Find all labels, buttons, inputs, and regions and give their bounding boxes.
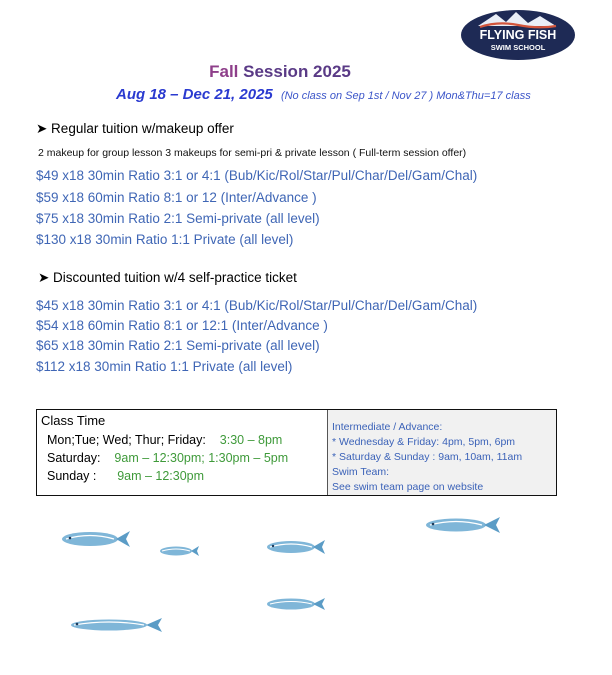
class-time-panel — [37, 410, 328, 495]
discount-heading: ➤ Discounted tuition w/4 self-practice ticket — [38, 270, 297, 285]
fish-icon — [56, 527, 132, 551]
regular-subtext: 2 makeup for group lesson 3 makeups for semi-pri & private lesson ( Full-term session offer) — [38, 147, 467, 159]
dates-note: (No class on Sep 1st / Nov 27 ) Mon&Thu=17 class — [280, 90, 531, 102]
discount-item: $65 x18 30min Ratio 2:1 Semi-private (all level) — [36, 338, 320, 353]
advanced-line: Swim Team: — [332, 466, 389, 478]
regular-item: $75 x18 30min Ratio 2:1 Semi-private (all level) — [36, 211, 320, 226]
class-day: Saturday: — [47, 451, 101, 465]
advanced-line: * Wednesday & Friday: 4pm, 5pm, 6pm — [332, 436, 516, 448]
class-time-title: Class Time — [41, 413, 106, 428]
discount-item: $54 x18 60min Ratio 8:1 or 12:1 (Inter/Advance ) — [36, 318, 328, 333]
logo-line1: FLYING FISH — [479, 28, 557, 42]
regular-item: $49 x18 30min Ratio 3:1 or 4:1 (Bub/Kic/Rol/Star/Pul/Char/Del/Gam/Chal) — [36, 168, 478, 183]
regular-heading: ➤ Regular tuition w/makeup offer — [36, 121, 234, 136]
class-time-value: 9am – 12:30pm; 1:30pm – 5pm — [114, 451, 289, 465]
class-time-value: 3:30 – 8pm — [219, 433, 283, 447]
fish-icon — [156, 544, 200, 558]
fish-icon — [64, 615, 164, 635]
fish-icon — [420, 514, 502, 536]
discount-item: $112 x18 30min Ratio 1:1 Private (all level) — [36, 359, 293, 374]
class-day: Sunday : — [47, 469, 97, 483]
schedule-box — [36, 409, 557, 496]
regular-item: $130 x18 30min Ratio 1:1 Private (all level) — [36, 232, 294, 247]
regular-item: $59 x18 60min Ratio 8:1 or 12 (Inter/Advance ) — [36, 190, 317, 205]
class-time-row — [41, 449, 327, 467]
title-rest: Session 2025 — [238, 62, 351, 81]
class-time-value: 9am – 12:30pm — [117, 469, 205, 483]
page-title — [0, 62, 560, 82]
title-season: Fall — [209, 62, 239, 81]
fish-icon — [262, 537, 326, 557]
logo-line2: SWIM SCHOOL — [490, 43, 546, 52]
discount-item: $45 x18 30min Ratio 3:1 or 4:1 (Bub/Kic/Rol/Star/Pul/Char/Del/Gam/Chal) — [36, 298, 478, 313]
advanced-line: Intermediate / Advance: — [332, 421, 443, 433]
class-time-row — [41, 467, 327, 485]
dates-text: Aug 18 – Dec 21, 2025 — [116, 86, 273, 103]
class-time-row — [41, 431, 327, 449]
class-day: Mon;Tue; Wed; Thur; Friday: — [47, 433, 206, 447]
advanced-line: * Saturday & Sunday : 9am, 10am, 11am — [332, 451, 523, 463]
fish-icon — [262, 595, 326, 613]
session-dates — [116, 86, 531, 103]
flying-fish-logo — [458, 4, 578, 62]
advanced-schedule-panel — [328, 410, 556, 495]
advanced-line: See swim team page on website — [332, 481, 484, 493]
